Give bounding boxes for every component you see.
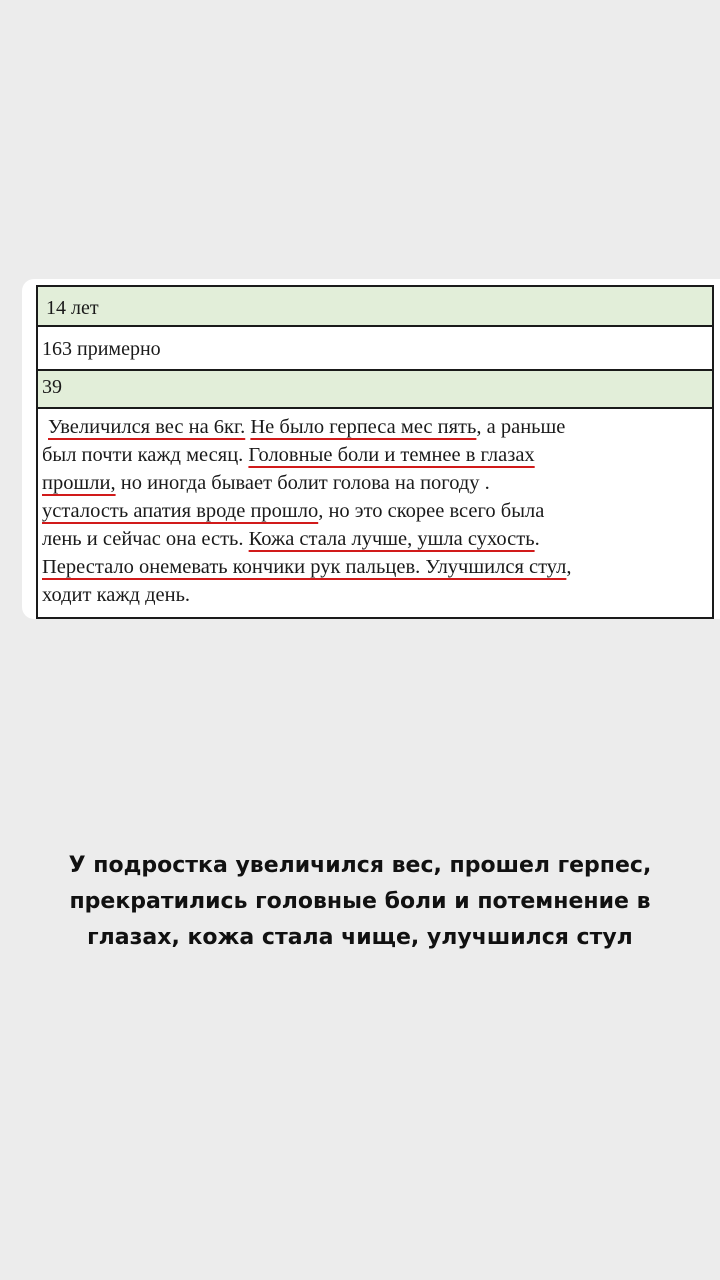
questionnaire-table [36, 285, 714, 619]
screenshot-card [22, 279, 720, 619]
plain-text: но иногда бывает болит голова на погоду . [120, 472, 490, 494]
notes-line [42, 499, 544, 523]
plain-text: лень и сейчас она есть. [42, 528, 244, 550]
highlight: Увеличился вес на 6кг. [48, 416, 246, 438]
table-row-size [38, 369, 712, 407]
highlight: усталость апатия вроде прошло [42, 500, 319, 522]
age-value: 14 лет [46, 297, 99, 319]
plain-text: , но это скорее всего была [318, 500, 545, 522]
highlight: Головные боли и темнее в глазах [248, 444, 535, 466]
notes-line [42, 555, 572, 579]
notes-line [42, 443, 535, 467]
highlight: Перестало онемевать кончики рук пальцев. Улучшился стул [42, 556, 567, 578]
plain-text: , а раньше [476, 416, 566, 438]
plain-text: . [534, 528, 540, 550]
height-value: 163 примерно [42, 338, 161, 360]
story-caption: У подростка увеличился вес, прошел герпес, прекратились головные боли и потемнение в глазах, кожа стала чище, улучшился стул [68, 853, 652, 950]
table-row-height [38, 325, 712, 369]
table-row-age [38, 285, 712, 325]
plain-text: ходит кажд день. [42, 584, 191, 606]
size-value: 39 [42, 376, 62, 398]
highlight: Не было герпеса мес пять [250, 416, 477, 438]
notes-line [42, 583, 190, 607]
highlight: Кожа стала лучше, ушла сухость [248, 528, 535, 550]
highlight: прошли, [42, 472, 116, 494]
notes-line [42, 471, 490, 495]
plain-text: , [566, 556, 572, 578]
notes-line [42, 527, 540, 551]
plain-text: был почти кажд месяц. [42, 444, 244, 466]
table-row-notes [38, 407, 712, 619]
notes-line [48, 415, 565, 439]
